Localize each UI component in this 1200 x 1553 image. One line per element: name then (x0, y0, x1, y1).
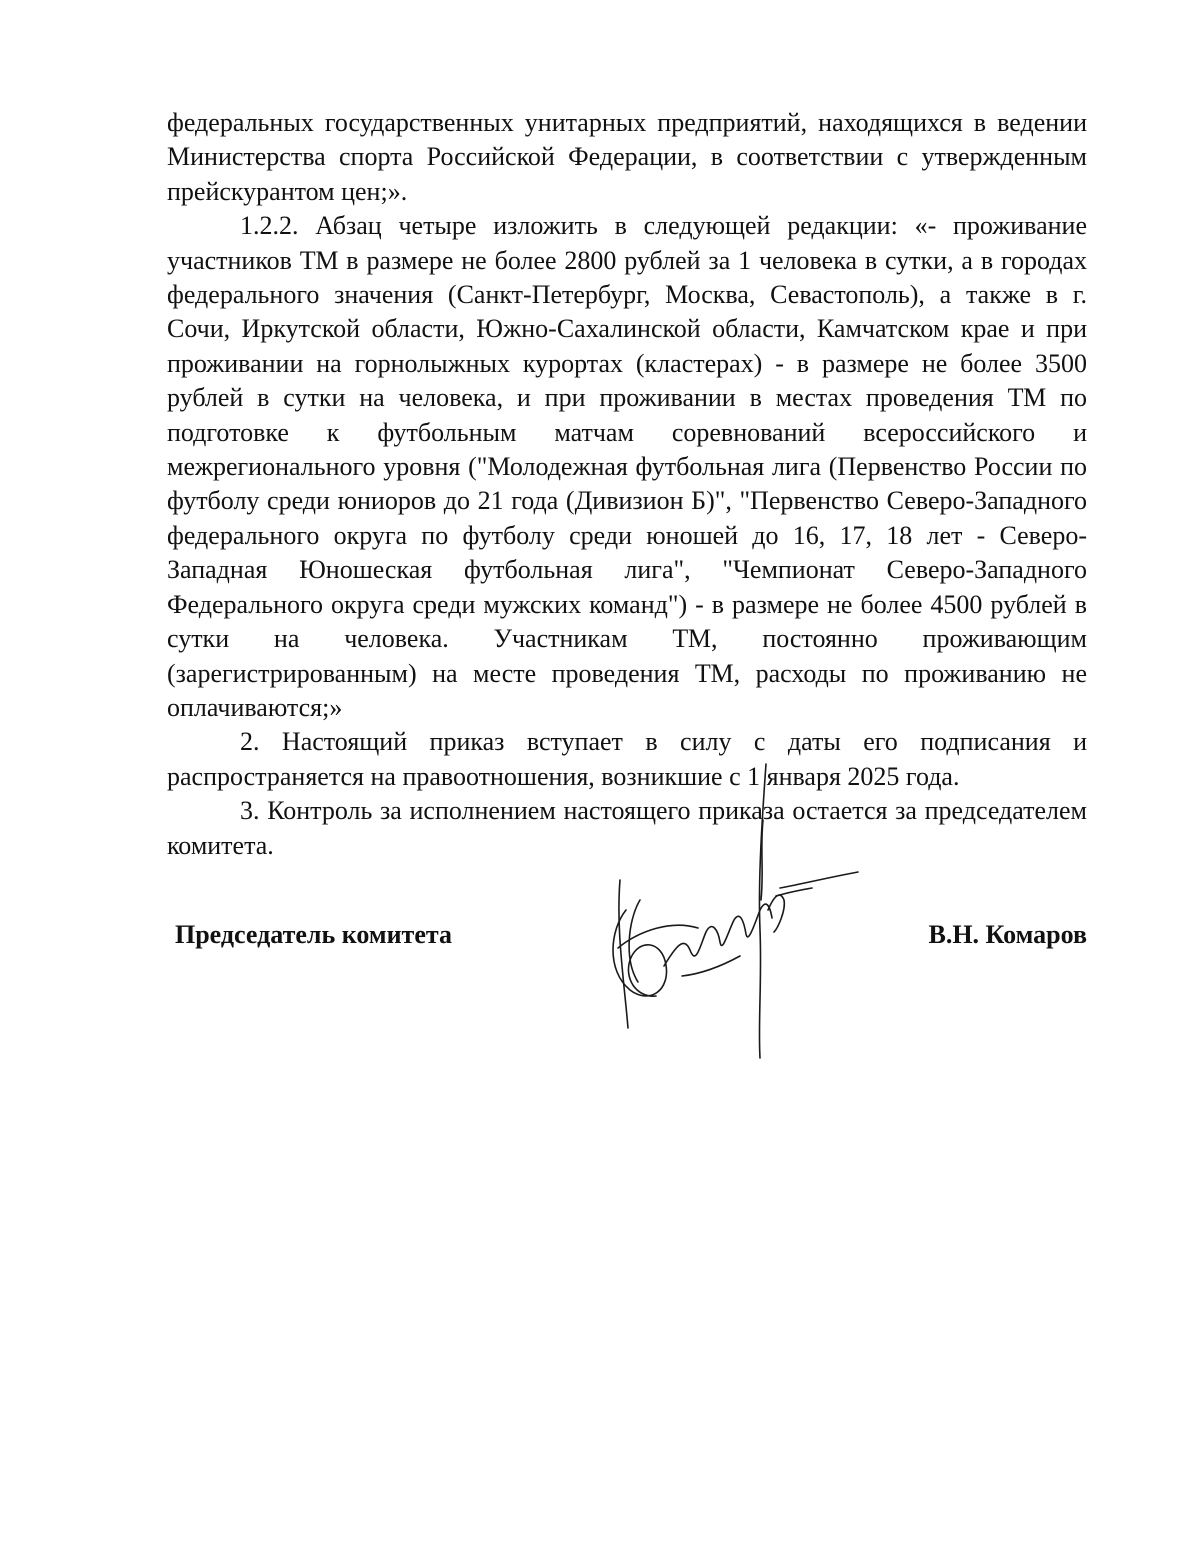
handwritten-signature (580, 760, 880, 1070)
signature-row (175, 920, 1087, 960)
paragraph-1-2-2: 1.2.2. Абзац четыре изложить в следующей редакции: «- проживание участников ТМ в размере не более 2800 рублей за 1 человека в сутки, а в городах федерального значения (Санкт-Петербург, Москва, Севастополь), а также в г. Сочи, Иркутской области, Южно-Сахалинской области, Камчатском крае и при проживании на горнолыжных курортах (кластерах) - в размере не более 3500 рублей в сутки на человека, и при проживании в местах проведения ТМ по подготовке к футбольным матчам соревнований всероссийского и межрегионального уровня ("Молодежная футбольная лига (Первенство России по футболу среди юниоров до 21 года (Дивизион Б)", "Первенство Северо-Западного федерального округа по футболу среди юношей до 16, 17, 18 лет - Северо-Западная Юношеская футбольная лига", "Чемпионат Северо-Западного Федерального округа среди мужских команд") - в размере не более 4500 рублей в сутки на человека. Участникам ТМ, постоянно проживающим (зарегистрированным) на месте проведения ТМ, расходы по проживанию не оплачиваются;» (167, 211, 1087, 722)
paragraph-3: 3. Контроль за исполнением настоящего приказа остается за председателем комитета. (167, 796, 1087, 860)
document-body (167, 106, 1087, 863)
signatory-name: В.Н. Комаров (928, 920, 1087, 949)
signatory-title: Председатель комитета (175, 920, 452, 949)
paragraph-2: 2. Настоящий приказ вступает в силу с даты его подписания и распространяется на правоотношения, возникшие с 1 января 2025 года. (167, 727, 1087, 791)
paragraph-continuation: федеральных государственных унитарных предприятий, находящихся в ведении Министерства спорта Российской Федерации, в соответствии с утвержденным прейскурантом цен;». (167, 108, 1087, 206)
